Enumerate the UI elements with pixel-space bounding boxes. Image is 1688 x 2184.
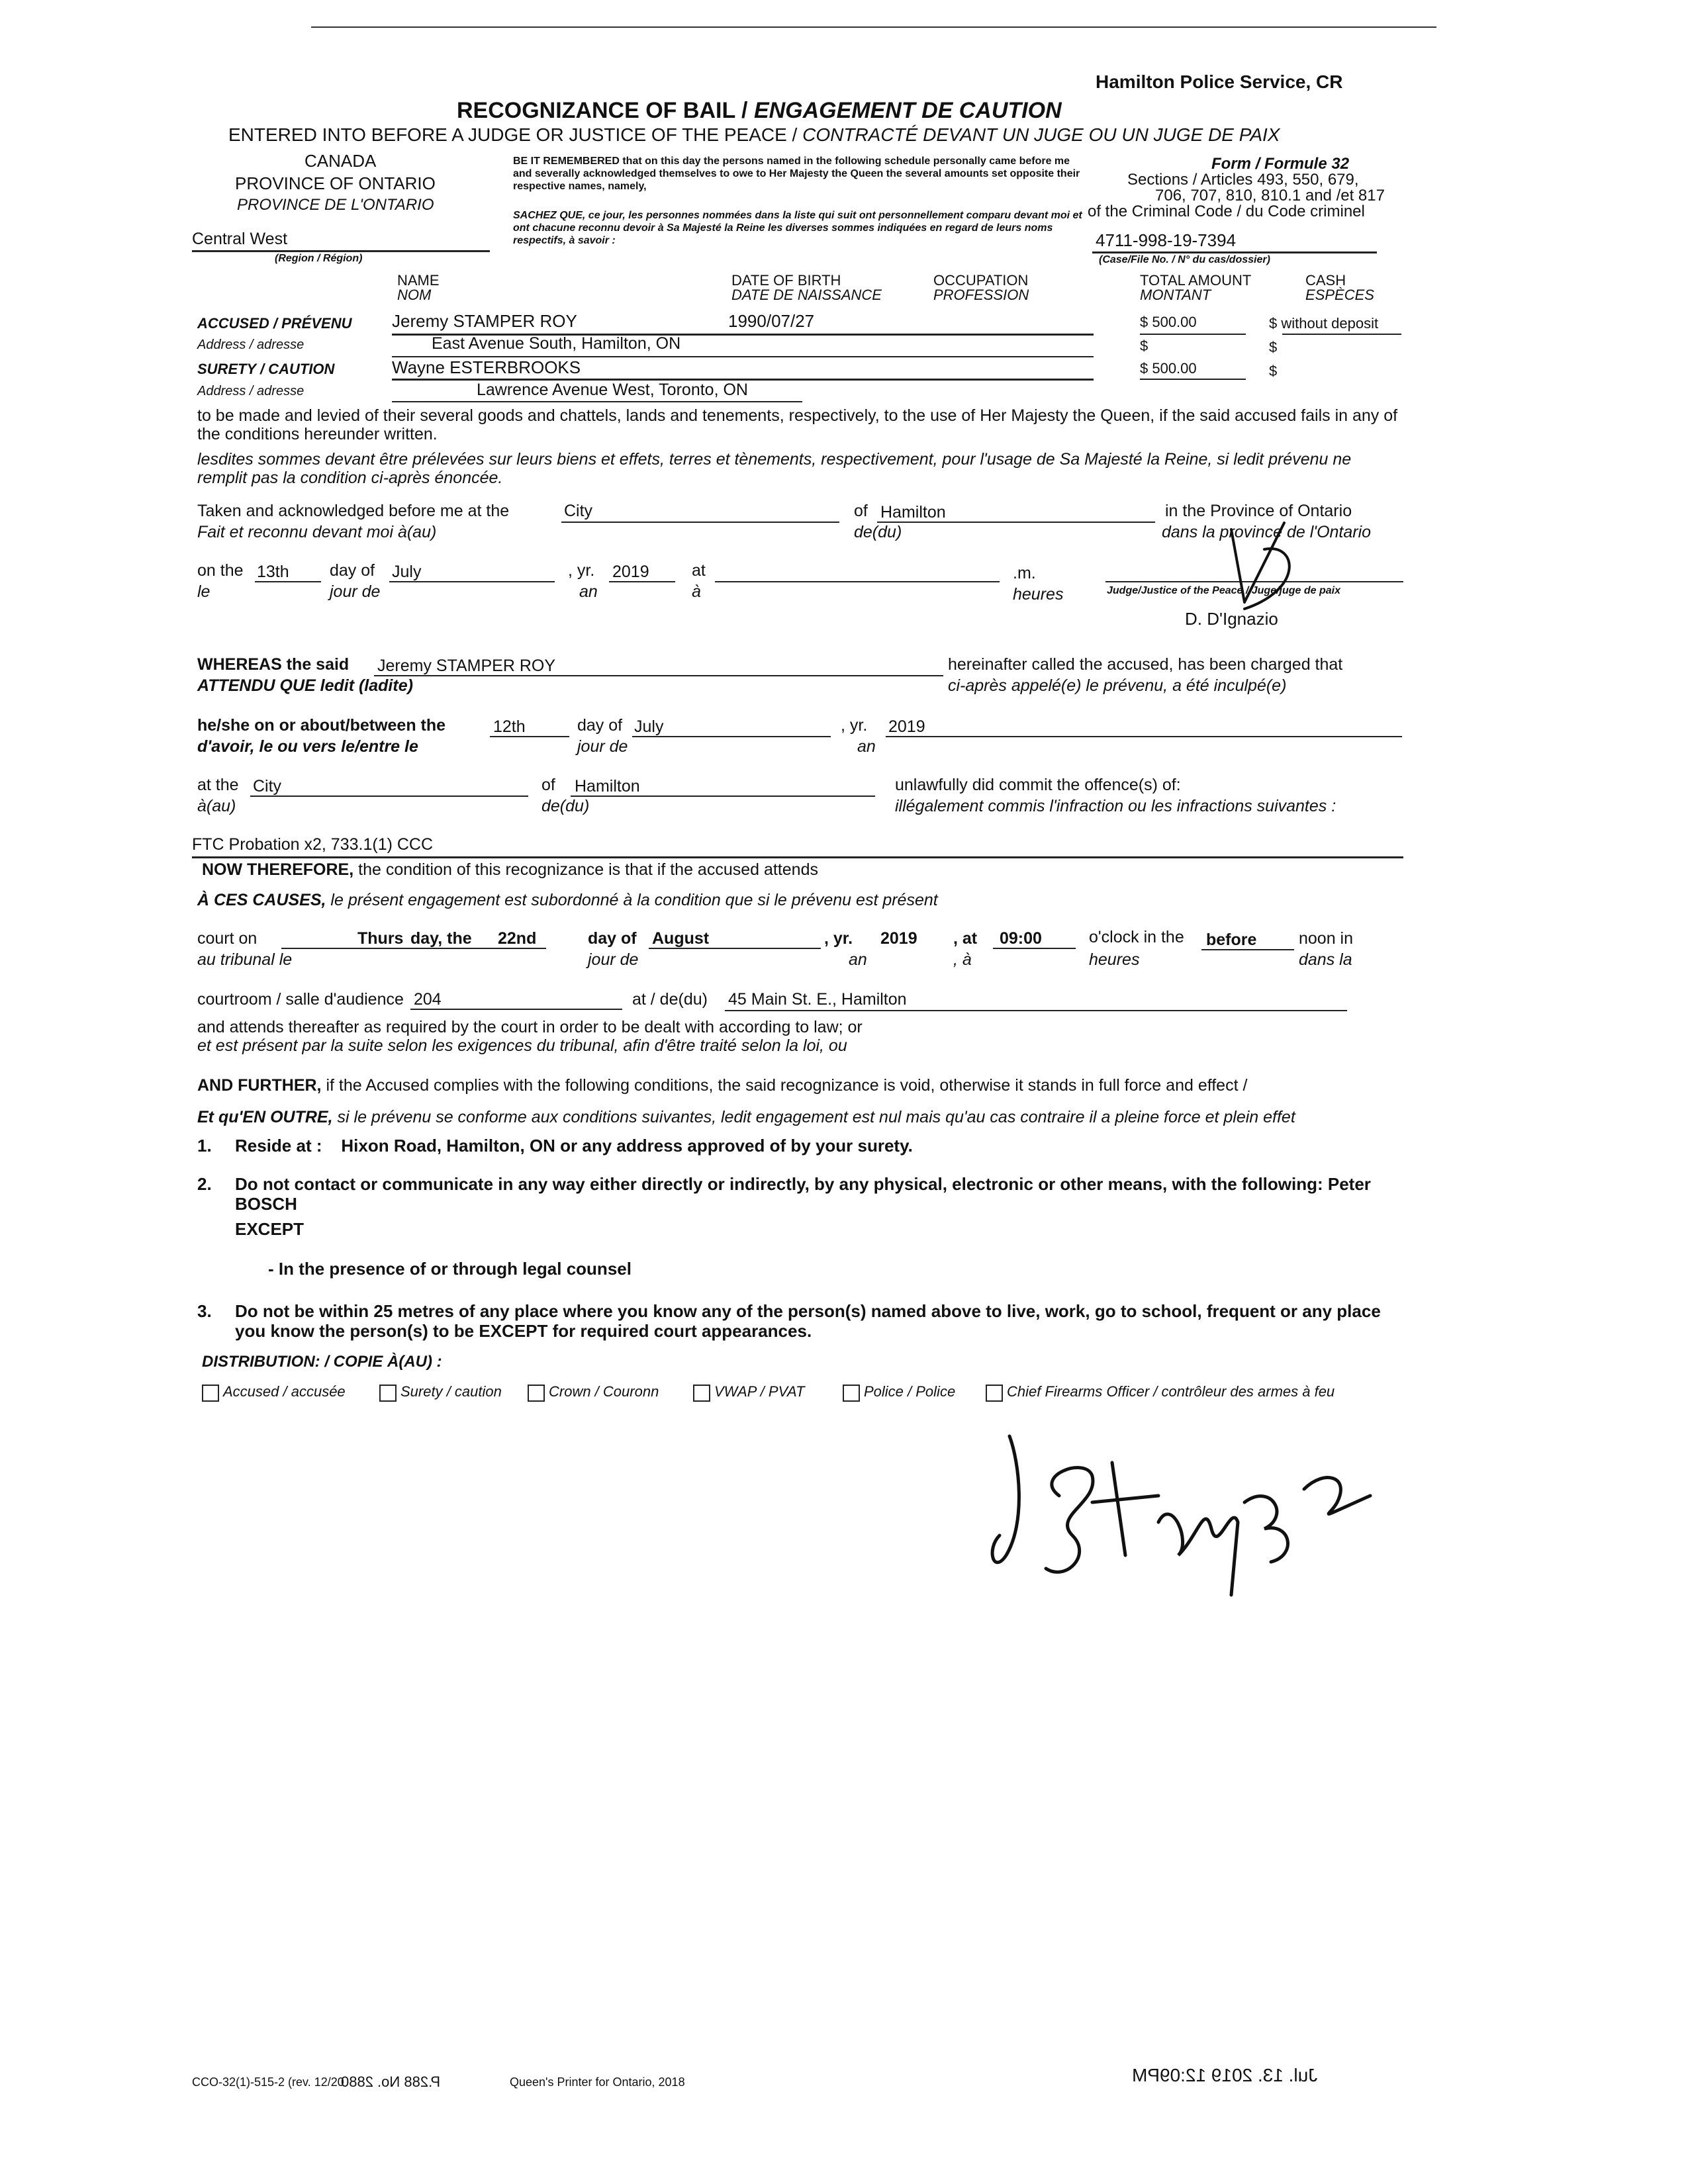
whereas-month-rule xyxy=(632,736,831,737)
form-subtitle-fr: CONTRACTÉ DEVANT UN JUGE OU UN JUGE DE PAIX xyxy=(802,124,1280,145)
further-en-text: if the Accused complies with the following conditions, the said recognizance is void, otherwise it stands in full force and effect / xyxy=(321,1076,1248,1095)
accused-address-label: Address / adresse xyxy=(197,338,305,352)
whereas-day-rule xyxy=(490,736,569,737)
levy-en: to be made and levied of their several goods and chattels, lands and tenements, respectively, to the use of Her Majesty the Queen, if the said accused fails in any of the conditions hereunder written. xyxy=(197,406,1398,443)
condition-2-except: EXCEPT xyxy=(235,1219,305,1239)
distribution-checkbox-surety[interactable] xyxy=(379,1385,397,1402)
accused-cash: $ without deposit xyxy=(1269,315,1379,332)
court-time-rule xyxy=(993,948,1076,949)
col-dob xyxy=(731,273,882,302)
distribution-item-police: Police / Police xyxy=(864,1383,956,1400)
taken-on-the-en: on the xyxy=(197,561,244,580)
footer-fax-mirror: P.288 No. 2880 xyxy=(341,2073,441,2090)
courthouse-address: 45 Main St. E., Hamilton xyxy=(728,990,907,1009)
country: CANADA xyxy=(305,151,377,171)
sections-line1: Sections / Articles 493, 550, 679, xyxy=(1127,171,1359,189)
now-therefore-fr-lead: À CES CAUSES, xyxy=(197,891,326,909)
whereas-place: Hamilton xyxy=(575,777,640,796)
taken-place-type: City xyxy=(564,502,593,520)
whereas-place-type-rule xyxy=(250,796,528,797)
taken-on-the-fr: le xyxy=(197,582,211,601)
taken-time-rule xyxy=(715,581,1000,582)
form-number: Form / Formule 32 xyxy=(1211,155,1350,173)
col-cash xyxy=(1305,273,1374,302)
region-value: Central West xyxy=(192,230,288,248)
taken-at-fr: à xyxy=(692,582,701,601)
code-line: of the Criminal Code / du Code criminel xyxy=(1088,203,1365,220)
footer-form-code: CCO-32(1)-515-2 (rev. 12/20 xyxy=(192,2075,344,2089)
taken-yr-en: , yr. xyxy=(568,561,595,580)
distribution-checkbox-accused[interactable] xyxy=(202,1385,219,1402)
court-on-en: court on xyxy=(197,929,258,948)
footer-printer: Queen's Printer for Ontario, 2018 xyxy=(510,2075,685,2089)
whereas-accused: Jeremy STAMPER ROY xyxy=(377,657,556,675)
court-at-fr: , à xyxy=(953,950,972,969)
surety-amount-rule xyxy=(1140,379,1246,380)
col-dob-fr: DATE DE NAISSANCE xyxy=(731,287,882,303)
top-rule xyxy=(311,26,1436,28)
offence-text: FTC Probation x2, 733.1(1) CCC xyxy=(192,835,434,854)
accused-dob: 1990/07/27 xyxy=(728,311,815,331)
form-subtitle-en: ENTERED INTO BEFORE A JUDGE OR JUSTICE OF THE PEACE / xyxy=(228,124,798,145)
whereas-offence-fr: illégalement commis l'infraction ou les infractions suivantes : xyxy=(895,797,1336,815)
col-dob-en: DATE OF BIRTH xyxy=(731,272,841,289)
taken-day: 13th xyxy=(257,563,289,581)
court-oclock-en: o'clock in the xyxy=(1089,928,1184,946)
case-rule xyxy=(1092,251,1377,253)
court-noon-word: before xyxy=(1206,931,1257,949)
accused-amount: $ 500.00 xyxy=(1140,314,1197,330)
distribution-item-surety: Surety / caution xyxy=(400,1383,502,1400)
court-day: 22nd xyxy=(498,929,537,948)
further-en xyxy=(197,1076,1247,1095)
distribution-item-accused: Accused / accusée xyxy=(223,1383,346,1400)
sections-line2: 706, 707, 810, 810.1 and /et 817 xyxy=(1155,187,1385,205)
taken-day-rule xyxy=(255,581,321,582)
condition-2-number: 2. xyxy=(197,1174,212,1194)
taken-label-fr: Fait et reconnu devant moi à(au) xyxy=(197,523,437,541)
whereas-day-of-fr: jour de xyxy=(577,737,628,756)
taken-province-fr: dans la province de l'Ontario xyxy=(1162,523,1372,541)
now-therefore-fr xyxy=(197,891,938,910)
further-fr-lead: Et qu'EN OUTRE, xyxy=(197,1108,333,1126)
court-yr-en: , yr. xyxy=(824,929,853,948)
accused-address-amount: $ xyxy=(1140,338,1149,354)
courtroom-at-de: at / de(du) xyxy=(632,990,708,1009)
col-cash-en: CASH xyxy=(1305,272,1346,289)
col-total-en: TOTAL AMOUNT xyxy=(1140,272,1252,289)
thereafter-en: and attends thereafter as required by the court in order to be dealt with according to law; or xyxy=(197,1018,863,1036)
whereas-day-of-en: day of xyxy=(577,716,623,735)
col-total xyxy=(1140,273,1251,302)
court-day-rule xyxy=(281,948,546,949)
taken-place-rule xyxy=(877,522,1155,523)
col-total-fr: MONTANT xyxy=(1140,287,1211,303)
surety-label: SURETY / CAUTION xyxy=(197,361,335,377)
province-fr: PROVINCE DE L'ONTARIO xyxy=(237,196,434,214)
now-therefore-en xyxy=(202,860,818,880)
col-name xyxy=(397,273,440,302)
accused-label: ACCUSED / PRÉVENU xyxy=(197,315,352,332)
whereas-year: 2019 xyxy=(888,717,925,736)
taken-day-of-en: day of xyxy=(330,561,375,580)
judge-initials-signature xyxy=(1205,510,1337,642)
accused-address-cash: $ xyxy=(1269,339,1278,355)
condition-1-number: 1. xyxy=(197,1136,212,1156)
taken-month: July xyxy=(392,563,422,581)
whereas-label-en: WHEREAS the said xyxy=(197,655,350,674)
whereas-place-rule xyxy=(571,796,875,797)
courtroom-number: 204 xyxy=(414,990,442,1009)
taken-m-fr: heures xyxy=(1013,585,1064,604)
taken-of-en: of xyxy=(854,502,868,520)
distribution-item-crown: Crown / Couronn xyxy=(549,1383,659,1400)
form-title xyxy=(457,98,1062,124)
whereas-at-the-fr: à(au) xyxy=(197,797,236,815)
col-occupation xyxy=(933,273,1029,302)
court-day-of-en: day of xyxy=(588,929,637,948)
col-occupation-fr: PROFESSION xyxy=(933,287,1029,303)
taken-year-rule xyxy=(609,581,675,582)
whereas-of-fr: de(du) xyxy=(541,797,590,815)
whereas-offence-en: unlawfully did commit the offence(s) of: xyxy=(895,776,1181,794)
taken-province-en: in the Province of Ontario xyxy=(1165,502,1352,520)
region-rule xyxy=(192,250,490,252)
court-oclock-fr: heures xyxy=(1089,950,1140,969)
accused-cash-rule xyxy=(1282,334,1401,335)
taken-month-rule xyxy=(389,581,555,582)
court-at-en: , at xyxy=(953,929,978,948)
distribution-checkbox-police[interactable] xyxy=(843,1385,860,1402)
courthouse-address-rule xyxy=(725,1010,1347,1011)
court-day-of-fr: jour de xyxy=(588,950,639,969)
whereas-of-en: of xyxy=(541,776,555,794)
surety-address: Lawrence Avenue West, Toronto, ON xyxy=(477,381,748,399)
court-weekday: Thurs xyxy=(357,929,404,948)
taken-label-en: Taken and acknowledged before me at the xyxy=(197,502,510,520)
court-year: 2019 xyxy=(880,929,917,948)
whereas-day: 12th xyxy=(493,717,526,736)
court-noon-rule xyxy=(1201,949,1294,950)
court-yr-fr: an xyxy=(849,950,867,969)
sachez-que: SACHEZ QUE, ce jour, les personnes nommées dans la liste qui suit ont personnellement comparu devant moi et ont chacune reconnu devoir à Sa Majesté la Reine les diverses sommes indiquées en regard de leurs noms respectifs, à savoir : xyxy=(513,210,1082,246)
whereas-on-about-fr: d'avoir, le ou vers le/entre le xyxy=(197,737,418,756)
distribution-checkbox-vwap[interactable] xyxy=(693,1385,710,1402)
whereas-label-fr: ATTENDU QUE ledit (ladite) xyxy=(197,676,413,695)
distribution-checkbox-firearms[interactable] xyxy=(986,1385,1003,1402)
distribution-item-vwap: VWAP / PVAT xyxy=(714,1383,805,1400)
fax-timestamp-mirror: Jul. 13. 2019 12:09PM xyxy=(1132,2065,1318,2085)
whereas-tail-fr: ci-après appelé(e) le prévenu, a été inculpé(e) xyxy=(948,676,1287,695)
form-title-fr: ENGAGEMENT DE CAUTION xyxy=(753,98,1062,123)
taken-year: 2019 xyxy=(612,563,649,581)
distribution-item-firearms: Chief Firearms Officer / contrôleur des armes à feu xyxy=(1007,1383,1335,1400)
thereafter-fr: et est présent par la suite selon les exigences du tribunal, afin d'être traité selon la loi, ou xyxy=(197,1036,847,1055)
court-time: 09:00 xyxy=(1000,929,1042,948)
surety-cash: $ xyxy=(1269,363,1278,379)
col-occupation-en: OCCUPATION xyxy=(933,272,1029,289)
court-noon-en: noon in xyxy=(1299,929,1354,948)
now-therefore-en-text: the condition of this recognizance is that if the accused attends xyxy=(353,860,818,879)
province-en: PROVINCE OF ONTARIO xyxy=(235,173,436,193)
taken-day-of-fr: jour de xyxy=(330,582,381,601)
whereas-month: July xyxy=(634,717,664,736)
court-noon-fr: dans la xyxy=(1299,950,1352,969)
surety-amount: $ 500.00 xyxy=(1140,360,1197,377)
courtroom-label: courtroom / salle d'audience xyxy=(197,990,404,1009)
surety-address-rule xyxy=(392,401,802,402)
whereas-on-about-en: he/she on or about/between the xyxy=(197,716,446,735)
taken-at-en: at xyxy=(692,561,706,580)
court-day-the: day, the xyxy=(410,929,472,948)
now-therefore-fr-text: le présent engagement est subordonné à la condition que si le prévenu est présent xyxy=(326,891,938,909)
condition-2-except-item: - In the presence of or through legal counsel xyxy=(268,1259,632,1279)
whereas-accused-rule xyxy=(374,675,943,676)
whereas-yr-fr: an xyxy=(857,737,876,756)
surety-address-label: Address / adresse xyxy=(197,384,305,398)
condition-2-text: Do not contact or communicate in any way either directly or indirectly, by any physical, electronic or other means, with the following: Peter BOSCH xyxy=(235,1174,1371,1214)
taken-yr-fr: an xyxy=(579,582,598,601)
form-subtitle xyxy=(228,124,1280,146)
condition-1-text: Reside at : Hixon Road, Hamilton, ON or any address approved of by your surety. xyxy=(235,1136,913,1156)
further-en-lead: AND FURTHER, xyxy=(197,1076,322,1095)
taken-place-type-rule xyxy=(561,522,839,523)
judge-name: D. D'Ignazio xyxy=(1185,609,1278,629)
col-name-en: NAME xyxy=(397,272,440,289)
accused-name: Jeremy STAMPER ROY xyxy=(392,311,577,331)
taken-place: Hamilton xyxy=(880,503,946,522)
distribution-checkbox-crown[interactable] xyxy=(528,1385,545,1402)
now-therefore-en-lead: NOW THEREFORE, xyxy=(202,860,354,879)
distribution-label: DISTRIBUTION: / COPIE À(AU) : xyxy=(202,1353,442,1371)
accused-address: East Avenue South, Hamilton, ON xyxy=(432,334,681,353)
be-it-remembered: BE IT REMEMBERED that on this day the persons named in the following schedule personally came before me and severally acknowledged themselves to owe to Her Majesty the Queen the several amounts set opposite their respective names, namely, xyxy=(513,156,1080,192)
court-month-rule xyxy=(649,948,821,949)
levy-fr: lesdites sommes devant être prélevées sur leurs biens et effets, terres et tènements, respectivement, pour l'usage de Sa Majesté la Reine, si ledit prévenu ne remplit pas la condition ci-après énoncée. xyxy=(197,450,1352,487)
offence-rule xyxy=(192,856,1403,858)
whereas-place-type: City xyxy=(253,777,282,796)
whereas-year-rule xyxy=(886,736,1402,737)
judge-label: Judge/Justice of the Peace / Juge/juge de paix xyxy=(1107,585,1340,596)
condition-3-number: 3. xyxy=(197,1301,212,1321)
whereas-yr-en: , yr. xyxy=(841,716,868,735)
court-month: August xyxy=(652,929,710,948)
whereas-tail-en: hereinafter called the accused, has been charged that xyxy=(948,655,1343,674)
taken-of-fr: de(du) xyxy=(854,523,902,541)
courtroom-rule xyxy=(410,1009,622,1010)
further-fr-text: si le prévenu se conforme aux conditions suivantes, ledit engagement est nul mais qu'au cas contraire il a pleine force et plein effet xyxy=(332,1108,1295,1126)
court-on-fr: au tribunal le xyxy=(197,950,293,969)
col-name-fr: NOM xyxy=(397,287,432,303)
case-number: 4711-998-19-7394 xyxy=(1096,230,1237,250)
accused-amount-rule xyxy=(1140,334,1246,335)
col-cash-fr: ESPÈCES xyxy=(1305,287,1374,303)
form-title-en: RECOGNIZANCE OF BAIL / xyxy=(457,98,748,123)
case-label: (Case/File No. / N° du cas/dossier) xyxy=(1099,254,1270,265)
accused-signature xyxy=(980,1423,1390,1621)
taken-m-en: .m. xyxy=(1013,564,1036,582)
agency-label: Hamilton Police Service, CR xyxy=(1096,71,1343,92)
further-fr xyxy=(197,1108,1295,1127)
region-label: (Region / Région) xyxy=(275,253,363,264)
surety-name: Wayne ESTERBROOKS xyxy=(392,357,581,377)
condition-3-text: Do not be within 25 metres of any place where you know any of the person(s) named above to live, work, go to school, frequent or any place you know the person(s) to be EXCEPT for required court appearances. xyxy=(235,1301,1381,1341)
whereas-at-the-en: at the xyxy=(197,776,239,794)
